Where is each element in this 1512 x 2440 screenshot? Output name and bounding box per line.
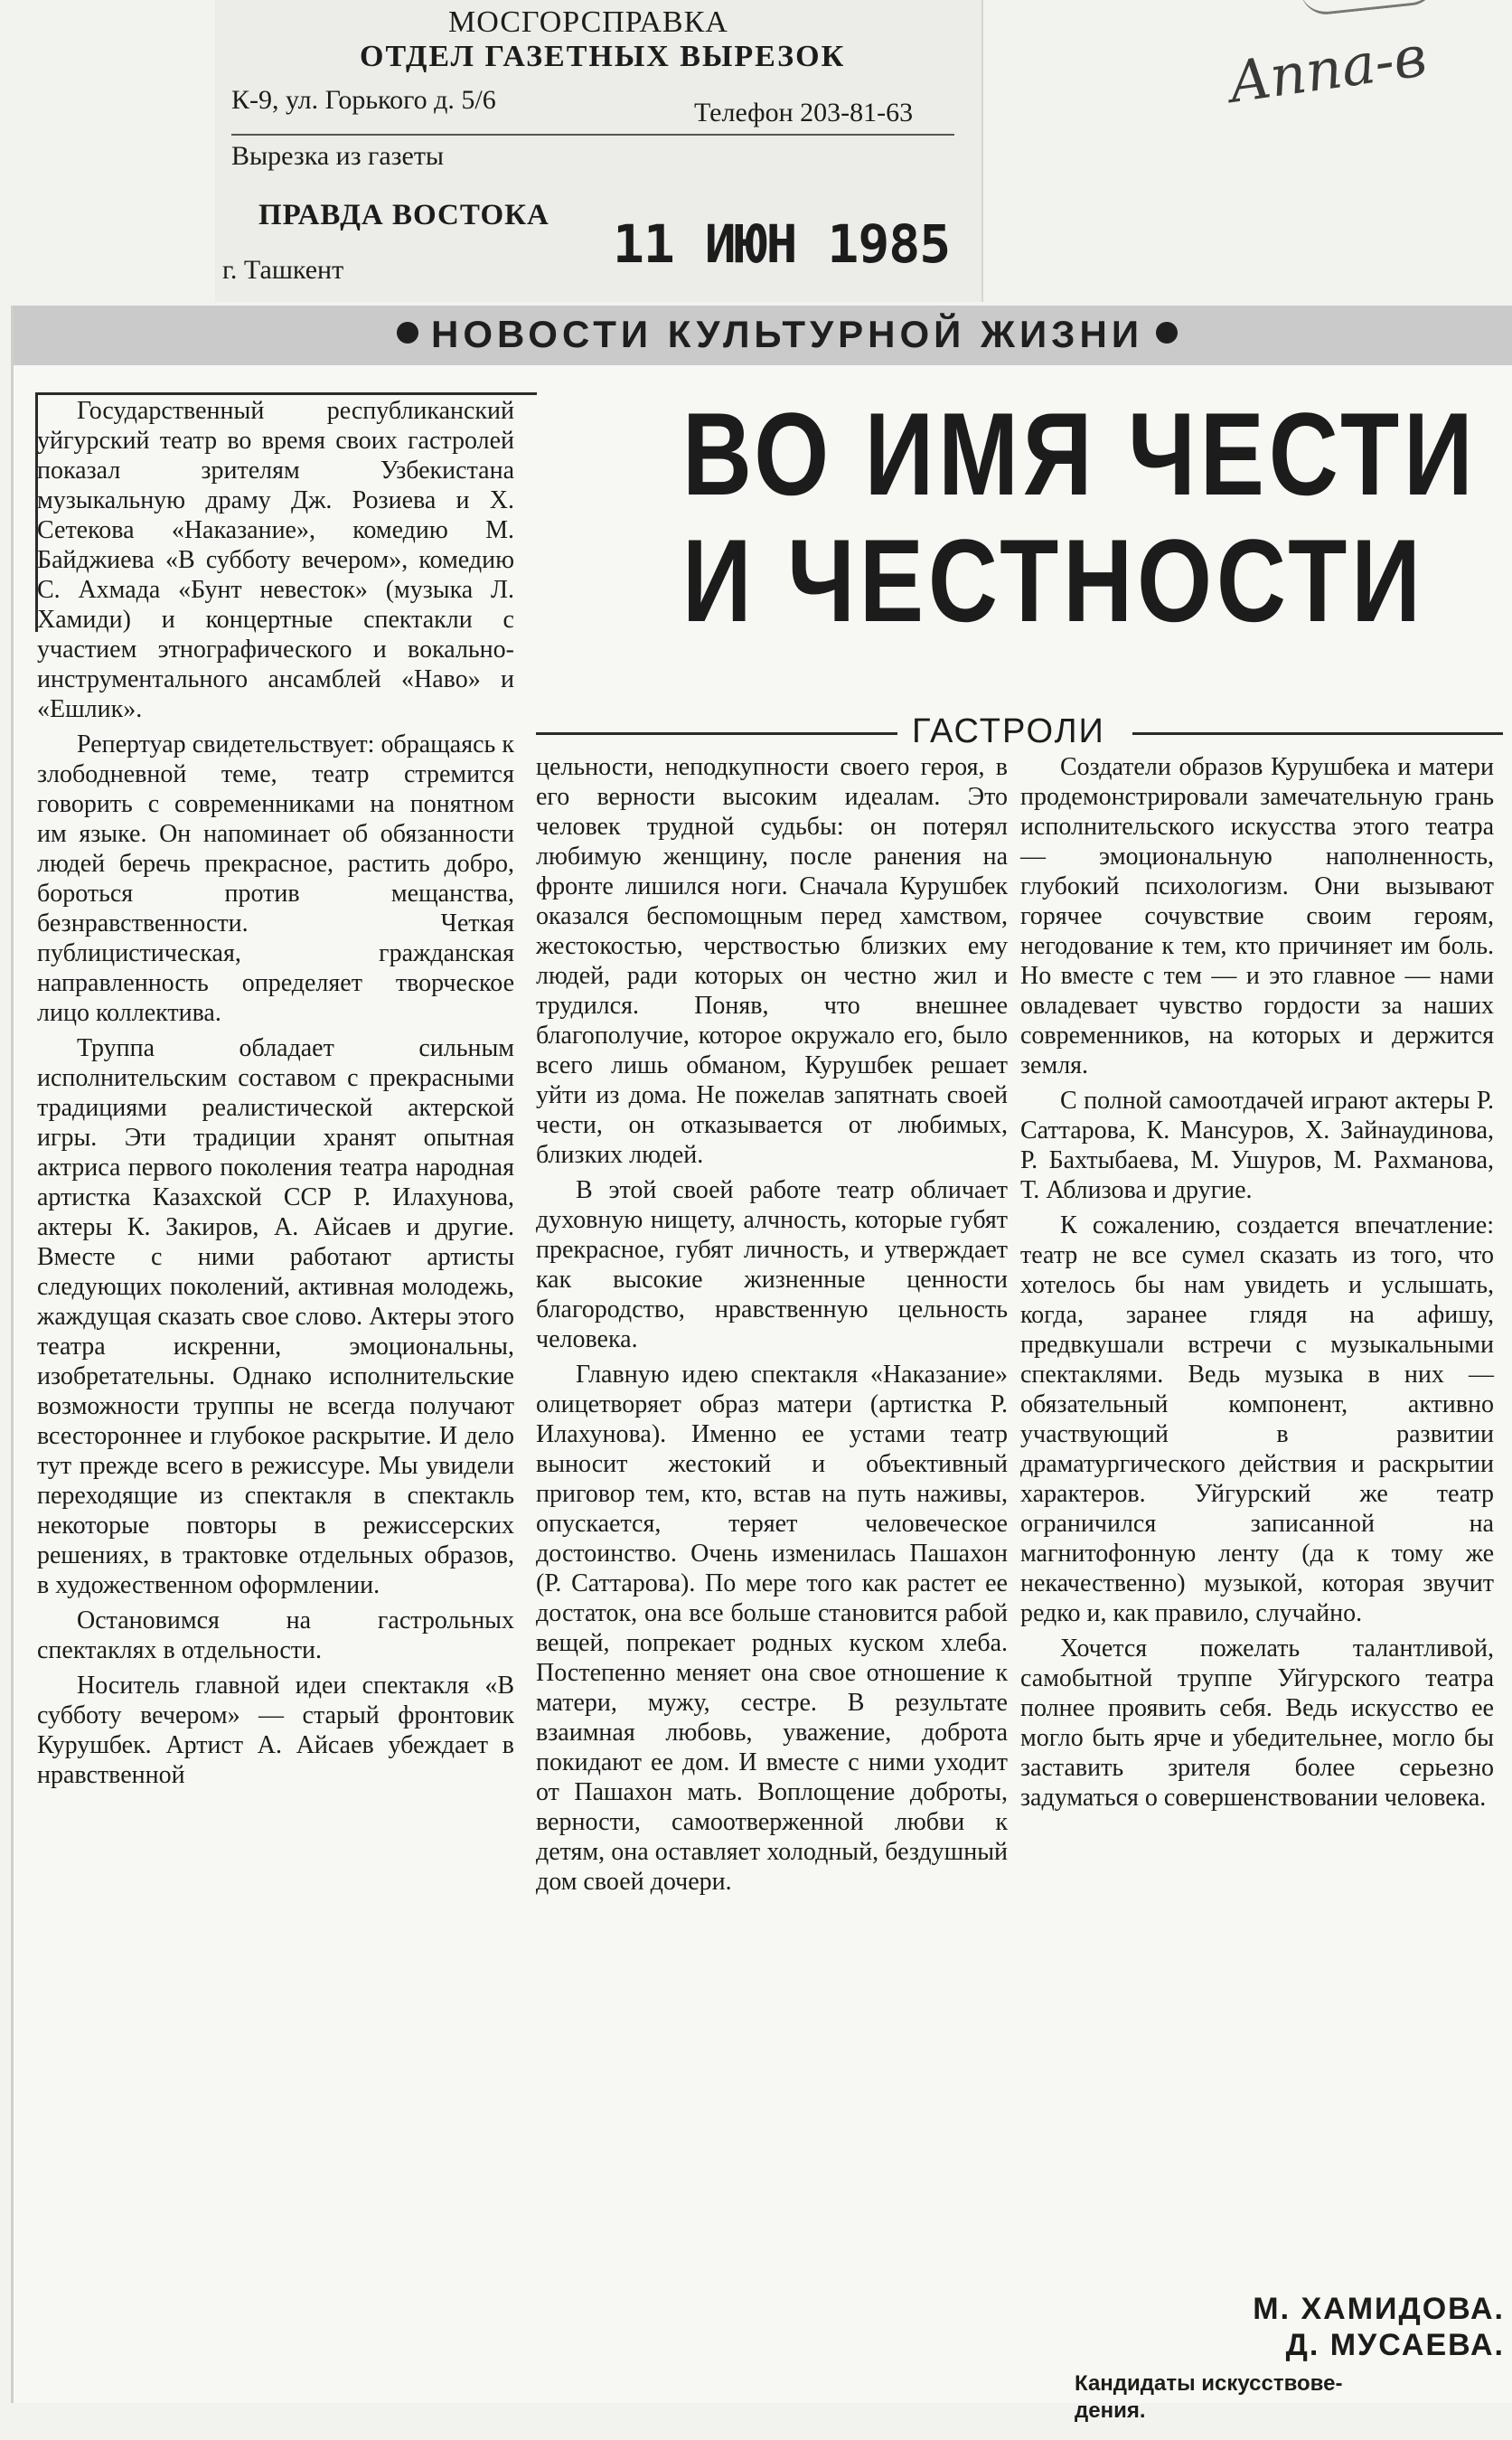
article-column-1 <box>37 396 514 1795</box>
divider-line-right <box>1132 732 1503 735</box>
stamp-date: 11 ИЮН 1985 <box>613 213 951 275</box>
paragraph: В этой своей работе театр обличает духовную нищету, алчность, которые губят прекрасное, губят личность, и утверждает как высокие жизненные ценности благородство, нравственную цельность человека. <box>536 1176 1008 1353</box>
stamp-phone: Телефон 203-81-63 <box>694 98 914 127</box>
author-credentials <box>1075 2370 1490 2425</box>
stamp-cut-label: Вырезка из газеты <box>231 141 445 171</box>
author-name: Д. МУСАЕВА. <box>1285 2328 1505 2362</box>
handwritten-note: Anna-в <box>1225 23 1431 116</box>
author-name: М. ХАМИДОВА. <box>1253 2292 1505 2326</box>
paragraph: цельности, неподкупности своего героя, в его верности высоким идеалам. Это человек трудной судьбы: он потерял любимую женщину, после ранения на фронте лишился ноги. Сначала Курушбек оказался беспомощным перед хамством, жестокостью, черствостью близких ему людей, ради которых он честно жил и трудился. Поняв, что внешнее благополучие, которое окружало его, было всего лишь обманом, Курушбек решает уйти из дома. Не пожелав запятнать своей чести, он отказывается от любимых, близких людей. <box>536 753 1008 1169</box>
author-title-line: дения. <box>1075 2398 1146 2423</box>
stamp-address: К-9, ул. Горького д. 5/6 <box>231 85 496 115</box>
paragraph: Хочется пожелать талантливой, самобытной труппе Уйгурского театра полнее проявить себя. Ведь искусство ее могло быть ярче и убедительнее, могло бы заставить зрителя более серьезно задуматься о совершенствовании человека. <box>1020 1635 1494 1812</box>
stamp-department: ОТДЕЛ ГАЗЕТНЫХ ВЫРЕЗОК <box>360 40 846 73</box>
article-column-2 <box>536 752 1008 1902</box>
paragraph: Остановимся на гастрольных спектаклях в отдельности. <box>37 1606 514 1664</box>
author-names <box>1089 2291 1505 2363</box>
stamp-newspaper: ПРАВДА ВОСТОКА <box>258 199 549 231</box>
paragraph: Создатели образов Курушбека и матери продемонстрировали замечательную грань исполнительского искусства этого театра — эмоциональную наполненность, глубокий психологизм. Они вызывают горячее сочувствие своим героям, негодование к тем, кто причиняет им боль. Но вместе с тем — и это главное — нами овладевает чувство гордости за наших современников, на которых и держится земля. <box>1020 753 1494 1079</box>
newspaper-clipping <box>11 306 1512 2423</box>
paragraph: С полной самоотдачей играют актеры Р. Саттарова, К. Мансуров, Х. Зайнаудинова, Р. Бахтыбаева, М. Ушуров, М. Рахманова, Т. Аблизова и другие. <box>1020 1087 1494 1204</box>
bullet-icon <box>397 322 418 344</box>
paragraph: Государственный республиканский уйгурский театр во время своих гастролей показал зрителям Узбекистана музыкальную драму Дж. Розиева и Х. Сетекова «Наказание», комедию М. Байджиева «В субботу вечером», комедию С. Ахмада «Бунт невесток» (музыка Л. Хамиди) и концертные спектакли с участием этнографического и вокально-инструментального ансамблей «Наво» и «Ешлик». <box>37 397 514 723</box>
paragraph: Труппа обладает сильным исполнительским составом с прекрасными традициями реалистической актерской игры. Эти традиции хранят опытная актриса первого поколения театра народная артистка Казахской ССР Р. Илахунова, актеры К. Закиров, А. Айсаев и другие. Вместе с ними работают артисты следующих поколений, активная молодежь, жаждущая сказать свое слово. Актеры этого театра искренни, эмоциональны, изобретательны. Однако исполнительские возможности труппы не всегда получают всестороннее и глубокое раскрытие. И дело тут прежде всего в режиссуре. Мы увидели переходящие из спектакля в спектакль некоторые повторы в режиссерских решениях, в трактовке отдельных образов, в художественном оформлении. <box>37 1034 514 1599</box>
stamp-divider <box>231 134 954 136</box>
section-divider <box>536 712 1503 750</box>
clipping-service-stamp <box>215 0 983 302</box>
paragraph: Репертуар свидетельствует: обращаясь к злободневной теме, театр стремится говорить с современниками на понятном им языке. Он напоминает об обязанности людей беречь прекрасное, растить добро, бороться против мещанства, безнравственности. Четкая публицистическая, гражданская направленность определяет творческое лицо коллектива. <box>37 730 514 1027</box>
headline-line-1: ВО ИМЯ ЧЕСТИ <box>682 388 1478 520</box>
rubric-banner <box>14 306 1512 365</box>
paragraph: Главную идею спектакля «Наказание» олицетворяет образ матери (артистка Р. Илахунова). Именно ее устами театр выносит жестокий и объективный приговор тем, кто, встав на путь наживы, опускается, теряет человеческое достоинство. Очень изменилась Пашахон (Р. Саттарова). По мере того как растет ее достаток, она все больше становится рабой вещей, попрекает родных куском хлеба. Постепенно меняет она свое отношение к матери, мужу, сестре. В результате взаимная любовь, уважение, доброта покидают ее дом. И вместе с ними уходит от Пашахон мать. Воплощение доброты, верности, самоотверженной любви к детям, она оставляет холодный, бездушный дом своей дочери. <box>536 1361 1008 1896</box>
author-title-line: Кандидаты искусствове- <box>1075 2371 1343 2396</box>
paragraph: К сожалению, создается впечатление: театр не все сумел сказать из того, что хотелось бы нам увидеть и услышать, когда, заранее глядя на афишу, предвкушали встречи с музыкальными спектаклями. Ведь музыка в них — обязательный компонент, активно участвующий в развитии драматургического действия и раскрытии характеров. Уйгурский же театр ограничился записанной на магнитофонную ленту (да к тому же некачественно) музыкой, которая звучит редко и, как правило, случайно. <box>1020 1211 1494 1627</box>
stamp-city: г. Ташкент <box>222 255 344 285</box>
article-column-3 <box>1020 752 1494 1818</box>
divider-line-left <box>536 732 897 735</box>
section-label: ГАСТРОЛИ <box>912 712 1105 750</box>
bullet-icon <box>1156 322 1178 344</box>
stamp-org: МОСГОРСПРАВКА <box>448 5 728 39</box>
article-headline <box>682 388 1478 646</box>
headline-line-2: И ЧЕСТНОСТИ <box>682 514 1425 646</box>
paragraph: Носитель главной идеи спектакля «В субботу вечером» — старый фронтовик Курушбек. Артист А. Айсаев убеждает в нравственной <box>37 1672 514 1789</box>
handwriting-stroke <box>1301 0 1438 17</box>
rubric-title: НОВОСТИ КУЛЬТУРНОЙ ЖИЗНИ <box>431 313 1144 355</box>
